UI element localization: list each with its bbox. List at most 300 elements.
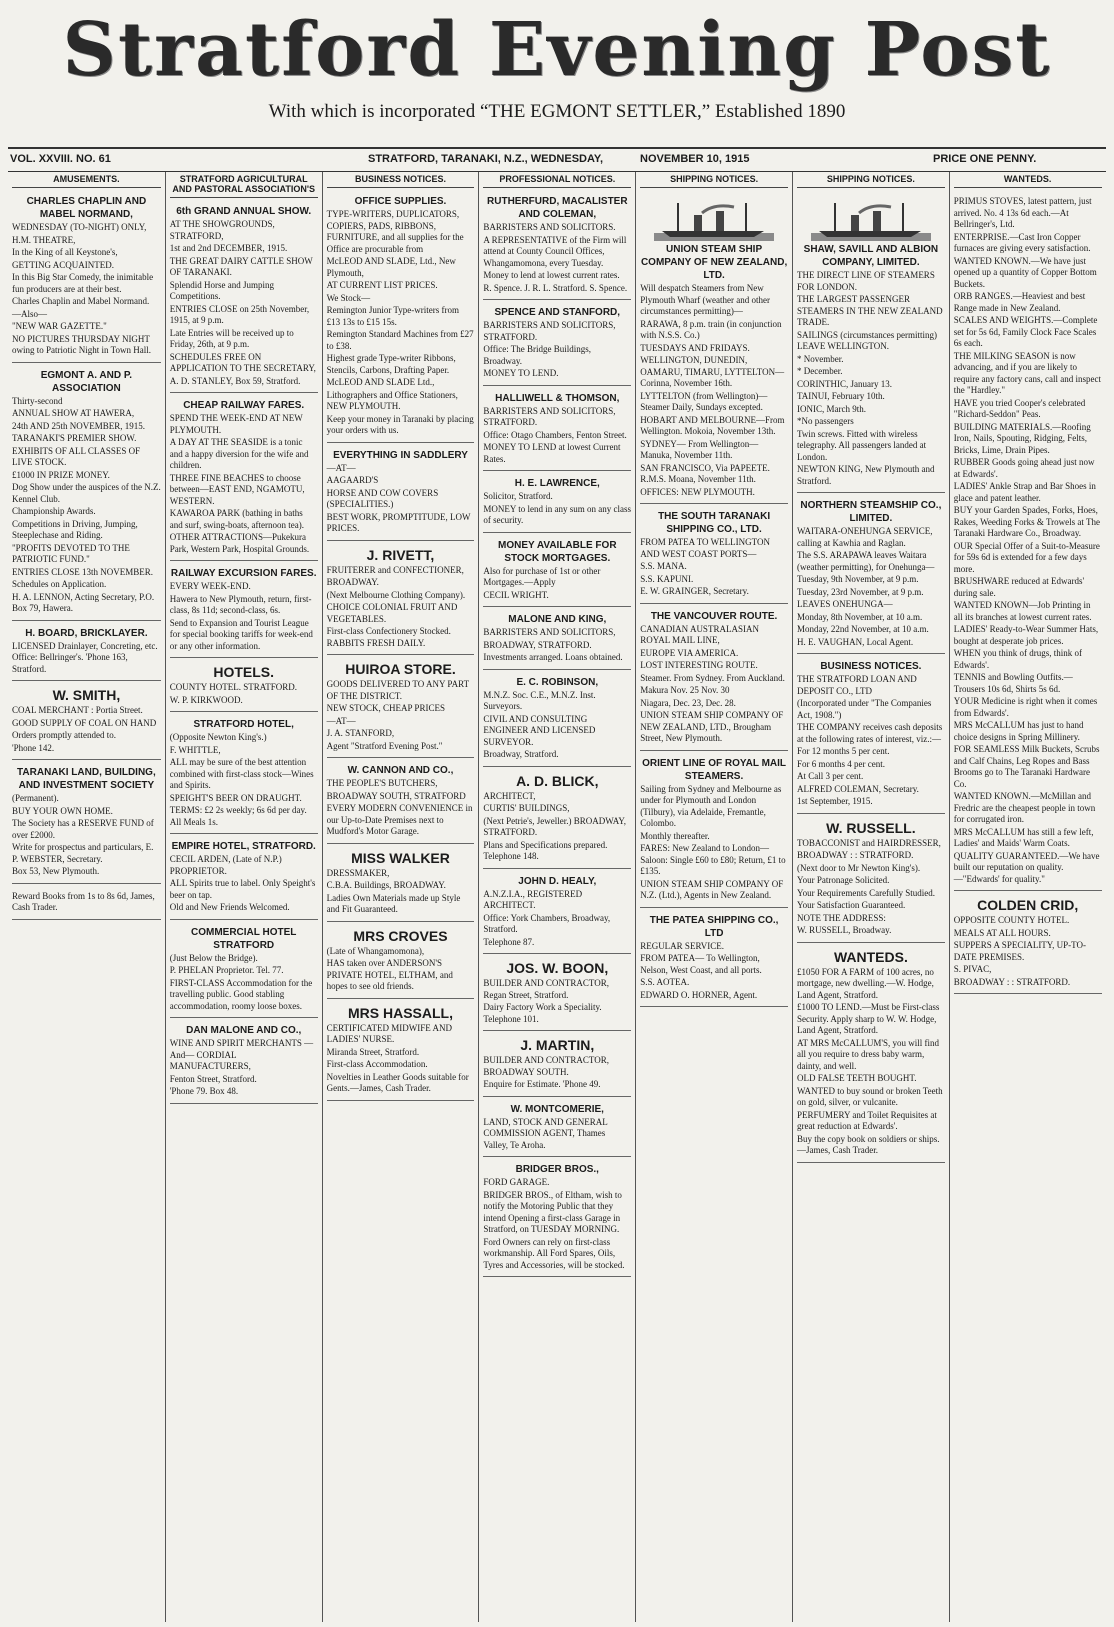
advertisement bbox=[170, 396, 318, 561]
ad-title: HUIROA STORE. bbox=[345, 661, 456, 677]
ad-text-line: BUILDER AND CONTRACTOR, Regan Street, Stratford. bbox=[483, 978, 609, 1000]
ad-title: J. MARTIN, bbox=[520, 1037, 595, 1053]
ad-text-line: NEWTON KING, New Plymouth and Stratford. bbox=[796, 464, 935, 486]
advertisement bbox=[12, 624, 161, 682]
ad-text-line: —AT— bbox=[326, 462, 356, 473]
ad-text-line: Will despatch Steamers from New Plymouth Wharf (weather and other circumstances permitting)— bbox=[640, 283, 770, 316]
ad-text-line: Ford Owners can rely on first-class workmanship. All Ford Spares, Oils, Tyres and Accessories, will be stocked. bbox=[483, 1236, 625, 1270]
ad-text-line: SCHEDULES FREE ON APPLICATION TO THE SECRETARY, bbox=[169, 351, 316, 373]
advertisement bbox=[12, 684, 161, 760]
ad-text-line: Office: Otago Chambers, Fenton Street. bbox=[483, 429, 627, 440]
advertisement bbox=[483, 389, 631, 472]
ad-title: SHAW, SAVILL AND ALBION COMPANY, LIMITED. bbox=[803, 244, 939, 268]
ad-text-line: In the King of all Keystone's, bbox=[12, 247, 118, 257]
advertisement bbox=[327, 446, 475, 541]
advertisement bbox=[483, 303, 631, 386]
advertisement bbox=[170, 564, 318, 658]
advertisement bbox=[483, 872, 631, 955]
ad-text-line: H. A. LENNON, Acting Secretary, P.O. Box 79, Hawera. bbox=[12, 591, 155, 613]
ad-title: EGMONT A. AND P. ASSOCIATION bbox=[40, 369, 133, 394]
advertisement bbox=[12, 887, 161, 920]
ad-text-line: Remington Standard Machines from £27 to £38. bbox=[326, 329, 474, 351]
ad-text-line: EXHIBITS OF ALL CLASSES OF LIVE STOCK. bbox=[12, 445, 141, 467]
ad-text-line: THE GREAT DAIRY CATTLE SHOW OF TARANAKI. bbox=[169, 255, 313, 277]
ad-text-line: MONEY TO LEND at lowest Current Rates. bbox=[483, 442, 621, 464]
ad-text-line: Charles Chaplin and Mabel Normand. bbox=[12, 296, 150, 306]
ad-text-line: FORD GARAGE. bbox=[483, 1177, 550, 1187]
ad-text-line: CIVIL AND CONSULTING ENGINEER AND LICENSED SURVEYOR. bbox=[483, 713, 596, 747]
advertisement bbox=[483, 610, 631, 670]
ad-text-line: Ladies Own Materials made up Style and Fit Guaranteed. bbox=[326, 892, 461, 914]
dateline bbox=[8, 147, 1106, 172]
column-4 bbox=[478, 172, 635, 1622]
ad-text-line: —AT— bbox=[326, 715, 356, 726]
advertisement bbox=[954, 192, 1102, 891]
advertisement bbox=[483, 536, 631, 608]
ad-text-line: THE DIRECT LINE OF STEAMERS FOR LONDON. bbox=[796, 270, 935, 292]
ad-title: MISS WALKER bbox=[351, 849, 450, 866]
advertisement bbox=[12, 192, 161, 363]
advertisement bbox=[483, 1160, 631, 1277]
ad-text-line: TENNIS and Bowling Outfits.— Trousers 10s 6d, Shirts 5s 6d. bbox=[953, 672, 1073, 694]
steamship-illustration bbox=[654, 197, 774, 241]
ad-text-line: ORB RANGES.—Heaviest and best Range made in New Zealand. bbox=[953, 291, 1086, 313]
ad-text-line: EDWARD O. HORNER, Agent. bbox=[640, 989, 758, 1000]
ad-text-line: LEAVES ONEHUNGA— bbox=[796, 599, 893, 609]
ad-text-line: S.S. AOTEA. bbox=[640, 977, 690, 987]
ad-text-line: A DAY AT THE SEASIDE is a tonic and a happy diversion for the wife and children. bbox=[169, 437, 309, 470]
ad-text-line: (Next Petrie's, Jeweller.) BROADWAY, STRATFORD. bbox=[483, 815, 626, 837]
ad-text-line: Telephone 87. bbox=[483, 936, 535, 947]
ad-text-line: SAILINGS (circumstances permitting) LEAVE WELLINGTON. bbox=[796, 329, 937, 351]
ad-text-line: THREE FINE BEACHES to choose between—EAST END, NGAMOTU, WESTERN. bbox=[169, 472, 305, 506]
ad-text-line: First-class Accommodation. bbox=[326, 1059, 428, 1069]
ad-text-line: Reward Books from 1s to 8s 6d, James, Cash Trader. bbox=[12, 890, 155, 912]
ad-text-line: The Society has a RESERVE FUND of over £2000. bbox=[12, 818, 154, 840]
ad-text-line: £1000 IN PRIZE MONEY. bbox=[12, 469, 110, 480]
column-heading: BUSINESS NOTICES. bbox=[327, 174, 475, 188]
ad-text-line: TARANAKI'S PREMIER SHOW. bbox=[12, 433, 137, 443]
ad-text-line: AAGAARD'S bbox=[326, 475, 379, 485]
ad-text-line: FARES: New Zealand to London— Saloon: Single £60 to £80; Return, £1 to £135. bbox=[640, 843, 786, 876]
advertisement bbox=[483, 1034, 631, 1097]
ad-text-line: A. D. STANLEY, Box 59, Stratford. bbox=[169, 375, 301, 386]
advertisement bbox=[483, 192, 631, 300]
ad-text-line: MONEY to lend in any sum on any class of security. bbox=[483, 503, 632, 525]
ad-text-line: CHOICE COLONIAL FRUIT AND VEGETABLES. bbox=[326, 602, 458, 624]
ad-title: 6th GRAND ANNUAL SHOW. bbox=[176, 206, 312, 217]
advertisement bbox=[170, 202, 318, 393]
ad-text-line: Tuesday, 23rd November, at 9 p.m. bbox=[796, 586, 924, 597]
ad-text-line: UNION STEAM SHIP COMPANY OF NEW ZEALAND, LTD., Brougham Street, New Plymouth. bbox=[640, 710, 784, 743]
ad-title: E. C. ROBINSON, bbox=[516, 676, 599, 688]
ad-text-line: Keep your money in Taranaki by placing your orders with us. bbox=[326, 413, 474, 435]
ad-text-line: BROADWAY : : STRATFORD. bbox=[953, 976, 1071, 987]
advertisement bbox=[640, 192, 788, 504]
ad-title: W. MONTCOMERIE, bbox=[510, 1103, 604, 1115]
ad-text-line: Monthly thereafter. bbox=[640, 830, 710, 841]
ad-text-line: TOBACCONIST and HAIRDRESSER, bbox=[796, 837, 941, 848]
ad-text-line: AT THE SHOWGROUNDS, STRATFORD, bbox=[169, 219, 275, 241]
ad-text-line: BARRISTERS AND SOLICITORS, bbox=[483, 627, 616, 637]
ad-text-line: (Next door to Mr Newton King's). bbox=[796, 862, 921, 873]
ad-text-line: OUR Special Offer of a Suit-to-Measure for 59s 6d is extended for a few days more. bbox=[953, 540, 1100, 574]
ad-text-line: BARRISTERS AND SOLICITORS. bbox=[483, 222, 616, 232]
ad-text-line: BROADWAY. bbox=[326, 577, 379, 587]
ad-title: MONEY AVAILABLE FOR STOCK MORTGAGES. bbox=[498, 539, 617, 564]
ad-text-line: ALL may be sure of the best attention combined with first-class stock—Wines and Spirits. bbox=[169, 757, 314, 790]
ad-text-line: HORSE AND COW COVERS (SPECIALITIES.) bbox=[326, 487, 439, 509]
ad-text-line: COUNTY HOTEL. STRATFORD. bbox=[169, 682, 297, 692]
ad-text-line: ENTERPRISE.—Cast Iron Copper furnaces are giving every satisfaction. bbox=[953, 231, 1091, 253]
ad-text-line: TYPE-WRITERS, DUPLICATORS, COPIERS, PADS, RIBBONS, FURNITURE, and all supplies for the Office are procurable from bbox=[326, 209, 464, 254]
advertisement bbox=[954, 894, 1102, 994]
ad-text-line: UNION STEAM SHIP COMPANY OF N.Z. (Ltd.), Agents in New Zealand. bbox=[640, 878, 784, 900]
ad-text-line: CANADIAN AUSTRALASIAN ROYAL MAIL LINE, bbox=[640, 623, 759, 645]
ad-title: CHARLES CHAPLIN AND MABEL NORMAND, bbox=[26, 196, 147, 220]
ad-text-line: (Next Melbourne Clothing Company). bbox=[326, 589, 466, 600]
ad-text-line: Box 53, New Plymouth. bbox=[12, 866, 100, 876]
ad-text-line: Agent "Stratford Evening Post." bbox=[326, 740, 443, 751]
ad-title: COMMERCIAL HOTEL STRATFORD bbox=[191, 926, 297, 951]
ad-text-line: EUROPE VIA AMERICA. bbox=[640, 647, 739, 658]
advertisement bbox=[170, 1021, 318, 1104]
column-5 bbox=[635, 172, 792, 1622]
ad-text-line: For 6 months 4 per cent. bbox=[796, 758, 885, 769]
ad-text-line: AT MRS McCALLUM'S, you will find all you require to dress baby warm, dainty, and well. bbox=[796, 1037, 939, 1071]
advertisement bbox=[12, 763, 161, 884]
ad-title: STRATFORD HOTEL, bbox=[193, 719, 294, 730]
ad-text-line: Remington Junior Type-writers from £13 13s to £15 15s. bbox=[326, 305, 460, 327]
ad-text-line: W. P. KIRKWOOD. bbox=[169, 694, 243, 705]
ad-text-line: £1050 FOR A FARM of 100 acres, no mortgage, new dwelling.—W. Hodge, Land Agent, Stratford. bbox=[796, 966, 934, 1000]
ad-text-line: *No passengers bbox=[796, 416, 854, 426]
advertisement bbox=[640, 607, 788, 751]
ad-text-line: Solicitor, Stratford. bbox=[483, 491, 553, 501]
ad-text-line: 'Phone 79. Box 48. bbox=[169, 1086, 239, 1096]
ad-text-line: Money to lend at lowest current rates. bbox=[483, 270, 620, 280]
ad-text-line: FRUITERER and CONFECTIONER, bbox=[326, 564, 464, 575]
ad-title: H. BOARD, BRICKLAYER. bbox=[25, 627, 148, 639]
ad-title: SPENCE AND STANFORD, bbox=[494, 307, 621, 318]
ad-title: RUTHERFURD, MACALISTER AND COLEMAN, bbox=[487, 196, 628, 220]
ad-text-line: J. A. STANFORD, bbox=[326, 728, 395, 738]
column-heading: STRATFORD AGRICULTURAL AND PASTORAL ASSOCIATION'S bbox=[170, 174, 318, 198]
ad-title: MRS HASSALL, bbox=[347, 1004, 453, 1021]
advertisement bbox=[327, 1002, 475, 1101]
ad-title: THE VANCOUVER ROUTE. bbox=[650, 610, 778, 622]
ad-text-line: PERFUMERY and Toilet Requisites at great reduction at Edwards'. bbox=[796, 1109, 937, 1131]
ad-text-line: Championship Awards. bbox=[12, 506, 96, 516]
ad-text-line: LICENSED Drainlayer, Concreting, etc. Office: Bellringer's. 'Phone 163, Stratford. bbox=[12, 640, 158, 674]
ad-text-line: NO PICTURES THURSDAY NIGHT owing to Patriotic Night in Town Hall. bbox=[12, 333, 151, 355]
ad-text-line: THE STRATFORD LOAN AND DEPOSIT CO., LTD bbox=[796, 674, 917, 696]
ad-text-line: SAN FRANCISCO, Via PAPEETE. R.M.S. Moana, November 11th. bbox=[640, 462, 770, 484]
ad-text-line: CERTIFICATED MIDWIFE AND LADIES' NURSE. bbox=[326, 1022, 453, 1044]
ad-text-line: S. PIVAC, bbox=[953, 964, 992, 974]
ad-text-line: COAL MERCHANT : Portia Street. bbox=[12, 705, 143, 715]
ad-text-line: Miranda Street, Stratford. bbox=[326, 1046, 420, 1057]
ad-text-line: WANTED KNOWN—Job Printing in all its branches at lowest current rates. bbox=[953, 600, 1092, 622]
ad-title: W. CANNON AND CO., bbox=[347, 765, 454, 776]
newspaper-title: Stratford Evening Post bbox=[62, 7, 1052, 93]
ad-text-line: BROADWAY : : STRATFORD. bbox=[796, 850, 914, 860]
ad-title: EVERYTHING IN SADDLERY bbox=[333, 449, 468, 461]
ad-text-line: 24th AND 25th NOVEMBER, 1915. bbox=[12, 420, 146, 431]
ad-text-line: SCALES AND WEIGHTS.—Complete set for 5s 6d, Family Clock Face Scales 6s each. bbox=[953, 315, 1098, 348]
ad-text-line: GOOD SUPPLY OF COAL ON HAND bbox=[12, 717, 157, 728]
ad-text-line: Competitions in Driving, Jumping, Steeplechase and Riding. bbox=[12, 518, 138, 540]
ad-title: A. D. BLICK, bbox=[516, 772, 599, 789]
ad-text-line: FOR SEAMLESS Milk Buckets, Scrubs and Calf Chains, Leg Ropes and Bass Brooms go to The Taranaki Hardware Co. bbox=[953, 744, 1100, 789]
column-heading: SHIPPING NOTICES. bbox=[640, 174, 788, 188]
ad-text-line: WANTED KNOWN.—We have just opened up a quantity of Copper Bottom Buckets. bbox=[953, 255, 1097, 289]
advertisement bbox=[640, 507, 788, 604]
ad-text-line: H. E. VAUGHAN, Local Agent. bbox=[796, 636, 914, 647]
ad-text-line: OLD FALSE TEETH BOUGHT. bbox=[796, 1073, 917, 1083]
ad-title: JOS. W. BOON, bbox=[506, 960, 609, 976]
ad-text-line: YOUR Medicine is right when it comes from Edwards'. bbox=[953, 696, 1098, 718]
ad-text-line: REGULAR SERVICE. bbox=[640, 940, 724, 951]
ad-title: J. RIVETT, bbox=[366, 546, 435, 563]
ad-text-line: C.B.A. Buildings, BROADWAY. bbox=[326, 880, 446, 890]
ad-text-line: Send to Expansion and Tourist League for special booking tariffs for week-end or any other information. bbox=[169, 617, 313, 651]
ad-text-line: ENTRIES CLOSE 13th NOVEMBER. bbox=[12, 566, 154, 577]
ad-title: WANTEDS. bbox=[833, 948, 908, 965]
advertisement bbox=[483, 770, 631, 869]
ad-text-line: DRESSMAKER, bbox=[326, 867, 390, 878]
ad-text-line: FROM PATEA— To Wellington, Nelson, West Coast, and all ports. bbox=[640, 953, 762, 975]
advertisement bbox=[797, 496, 945, 654]
ad-text-line: S.S. KAPUNI. bbox=[640, 573, 694, 584]
ad-text-line: TUESDAYS AND FRIDAYS. bbox=[640, 342, 750, 353]
ad-text-line: CECIL WRIGHT. bbox=[483, 589, 549, 600]
advertisement bbox=[797, 657, 945, 814]
ad-text-line: ANNUAL SHOW AT HAWERA, bbox=[12, 408, 135, 418]
ad-text-line: Dog Show under the auspices of the N.Z. Kennel Club. bbox=[12, 482, 161, 504]
ad-text-line: BEST WORK, PROMPTITUDE, LOW PRICES. bbox=[326, 511, 471, 533]
ad-text-line: LOST INTERESTING ROUTE. bbox=[640, 660, 758, 670]
advertisement bbox=[483, 673, 631, 767]
advertisement bbox=[327, 925, 475, 999]
ad-text-line: ALL Spirits true to label. Only Speight's beer on tap. bbox=[169, 878, 316, 900]
advertisement bbox=[327, 192, 475, 443]
ad-text-line: THE LARGEST PASSENGER STEAMERS IN THE NEW ZEALAND TRADE. bbox=[796, 294, 943, 327]
ad-text-line: THE PEOPLE'S BUTCHERS, bbox=[326, 778, 438, 788]
advertisement bbox=[797, 817, 945, 943]
ad-text-line: EVERY WEEK-END. bbox=[169, 581, 251, 591]
ad-text-line: NEW STOCK, CHEAP PRICES bbox=[326, 703, 445, 713]
ad-text-line: CURTIS' BUILDINGS, bbox=[483, 803, 570, 813]
ad-text-line: Your Patronage Solicited. bbox=[796, 875, 890, 885]
advertisement bbox=[327, 658, 475, 758]
advertisement bbox=[327, 847, 475, 922]
ad-text-line: HAS taken over ANDERSON'S PRIVATE HOTEL, ELTHAM, and hopes to see old friends. bbox=[326, 958, 453, 991]
masthead bbox=[8, 0, 1106, 145]
ad-text-line: Hawera to New Plymouth, return, first-class, 8s 11d; second-class, 6s. bbox=[169, 593, 312, 615]
ad-text-line: Plans and Specifications prepared. Telephone 148. bbox=[483, 839, 608, 861]
ad-text-line: Orders promptly attended to. bbox=[12, 730, 116, 740]
ad-text-line: HOBART AND MELBOURNE—From Wellington. Mokoia, November 13th. bbox=[640, 414, 785, 436]
ad-text-line: S.S. MANA. bbox=[640, 561, 687, 571]
ad-text-line: THE MILKING SEASON is now advancing, and if you are likely to require any factory cans, call and inspect the "Hardley." bbox=[953, 350, 1101, 395]
ad-title: TARANAKI LAND, BUILDING, AND INVESTMENT SOCIETY bbox=[17, 767, 156, 791]
ad-text-line: EVERY MODERN CONVENIENCE in our Up-to-Date Premises next to Mudford's Motor Garage. bbox=[326, 803, 473, 836]
ad-text-line: 1st and 2nd DECEMBER, 1915. bbox=[169, 243, 288, 253]
advertisement bbox=[640, 754, 788, 908]
ad-text-line: P. PHELAN Proprietor. Tel. 77. bbox=[169, 965, 284, 975]
ad-text-line: Tuesday, 9th November, at 9 p.m. bbox=[796, 574, 919, 584]
ad-text-line: RUBBER Goods going ahead just now at Edwards'. bbox=[953, 457, 1095, 479]
ad-text-line: MRS McCALLUM has still a few left, Ladies' and Maids' Warm Coats. bbox=[953, 826, 1094, 848]
advertisement bbox=[12, 366, 161, 621]
ad-text-line: 1st September, 1915. bbox=[796, 796, 873, 806]
ad-text-line: WANTED to buy sound or broken Teeth on gold, silver, or vulcanite. bbox=[796, 1085, 943, 1107]
ad-text-line: In this Big Star Comedy, the inimitable fun producers are at their best. bbox=[12, 272, 154, 294]
ad-text-line: FIRST-CLASS Accommodation for the travelling public. Good stabling accommodation, roomy loose boxes. bbox=[169, 977, 313, 1011]
ad-text-line: (Late of Whangamomona), bbox=[326, 945, 425, 956]
ad-text-line: Makura Nov. 25 Nov. 30 bbox=[640, 685, 730, 695]
ad-text-line: Lithographers and Office Stationers, NEW PLYMOUTH. bbox=[326, 389, 458, 411]
ad-text-line: (Incorporated under "The Companies Act, 1908.") bbox=[796, 698, 932, 720]
ad-title: JOHN D. HEALY, bbox=[518, 875, 597, 887]
ad-text-line: First-class Confectionery Stocked. RABBITS FRESH DAILY. bbox=[326, 626, 451, 648]
ad-text-line: BROADWAY SOUTH, STRATFORD bbox=[326, 790, 466, 801]
publication-place: STRATFORD, TARANAKI, N.Z., WEDNESDAY, bbox=[368, 153, 604, 165]
advertisement bbox=[483, 1100, 631, 1158]
ad-title: CHEAP RAILWAY FARES. bbox=[183, 400, 305, 411]
column-heading: SHIPPING NOTICES. bbox=[797, 174, 945, 188]
ad-text-line: WINE AND SPIRIT MERCHANTS —And— CORDIAL MANUFACTURERS, bbox=[169, 1038, 314, 1071]
ad-text-line: GETTING ACQUAINTED. bbox=[12, 259, 114, 270]
ad-text-line: WELLINGTON, DUNEDIN, OAMARU, TIMARU, LYTTELTON— Corinna, November 16th. bbox=[640, 355, 785, 388]
ad-text-line: McLEOD AND SLADE Ltd., bbox=[326, 377, 435, 387]
ad-text-line: BRIDGER BROS., of Eltham, wish to notify the Motoring Public that they intend Opening a first-class Garage in Stratford, on TUESDAY MORNING. bbox=[483, 1189, 622, 1234]
ad-text-line: MEALS AT ALL HOURS. bbox=[953, 927, 1051, 938]
ad-title: DAN MALONE AND CO., bbox=[186, 1025, 302, 1036]
ad-text-line: Fenton Street, Stratford. bbox=[169, 1073, 257, 1084]
advertisement bbox=[797, 192, 945, 493]
ad-text-line: WAITARA-ONEHUNGA SERVICE, calling at Kawhia and Raglan. bbox=[796, 526, 933, 548]
ad-text-line: LADIES' Ready-to-Wear Summer Hats, bought at desperate job prices. bbox=[953, 624, 1099, 646]
ad-text-line: (Permanent). bbox=[12, 793, 59, 803]
ad-text-line: For 12 months 5 per cent. bbox=[796, 746, 890, 756]
ad-text-line: HAVE you tried Cooper's celebrated "Richard-Seddon" Peas. bbox=[953, 397, 1086, 419]
advertisement bbox=[483, 474, 631, 533]
ad-title: THE PATEA SHIPPING CO., LTD bbox=[649, 914, 779, 939]
price: PRICE ONE PENNY. bbox=[933, 153, 1037, 165]
ad-text-line: BARRISTERS AND SOLICITORS, STRATFORD. bbox=[483, 405, 616, 427]
ad-text-line: BUY your Garden Spades, Forks, Hoes, Rakes, Weeding Forks & Trowels at The Taranaki Hardware Co., Broadway. bbox=[953, 505, 1100, 538]
ad-text-line: ENTRIES CLOSE on 25th November, 1915, at 9 p.m. bbox=[169, 303, 310, 325]
ad-text-line: SPEIGHT'S BEER ON DRAUGHT. bbox=[169, 792, 302, 803]
column-heading: PROFESSIONAL NOTICES. bbox=[483, 174, 631, 188]
ad-text-line: Novelties in Leather Goods suitable for Gents.—James, Cash Trader. bbox=[326, 1071, 469, 1093]
ad-text-line: ARCHITECT, bbox=[483, 790, 536, 801]
ad-text-line: BUILDER AND CONTRACTOR, BROADWAY SOUTH. bbox=[483, 1055, 609, 1077]
ad-text-line: Old and New Friends Welcomed. bbox=[169, 902, 290, 912]
ad-text-line: A REPRESENTATIVE of the Firm will attend at County Council Offices, Whangamomona, every Tuesday. bbox=[483, 234, 627, 268]
ad-text-line: Investments arranged. Loans obtained. bbox=[483, 652, 623, 662]
advertisement bbox=[327, 761, 475, 844]
ad-text-line: Sailing from Sydney and Melbourne as under for Plymouth and London (Tilbury), via Adelaide, Fremantle, Colombo. bbox=[640, 783, 782, 828]
ad-text-line: McLEOD AND SLADE, Ltd., New Plymouth, bbox=[326, 256, 456, 278]
ad-text-line: CORINTHIC, January 13. bbox=[796, 378, 892, 389]
ad-text-line: Highest grade Type-writer Ribbons, Stencils, Carbons, Drafting Paper. bbox=[326, 353, 456, 375]
ad-text-line: TERMS: £2 2s weekly; 6s 6d per day. All Meals 1s. bbox=[169, 805, 307, 827]
ad-text-line: Your Requirements Carefully Studied. bbox=[796, 887, 936, 898]
ad-text-line: (Just Below the Bridge). bbox=[169, 952, 258, 963]
ad-text-line: NOTE THE ADDRESS: bbox=[796, 912, 886, 923]
ad-text-line: At Call 3 per cent. bbox=[796, 771, 864, 781]
ad-text-line: Buy the copy book on soldiers or ships.—James, Cash Trader. bbox=[796, 1133, 940, 1155]
ad-text-line: WHEN you think of drugs, think of Edwards'. bbox=[953, 648, 1083, 670]
publication-date: NOVEMBER 10, 1915 bbox=[640, 153, 750, 165]
ad-text-line: ALFRED COLEMAN, Secretary. bbox=[796, 783, 919, 794]
ad-text-line: The S.S. ARAPAWA leaves Waitara (weather permitting), for Onehunga— bbox=[796, 550, 935, 572]
ad-title: OFFICE SUPPLIES. bbox=[354, 196, 447, 207]
ad-text-line: Monday, 8th November, at 10 a.m. bbox=[796, 611, 923, 622]
ad-text-line: OFFICES: NEW PLYMOUTH. bbox=[640, 486, 755, 497]
ad-text-line: OTHER ATTRACTIONS—Pukekura Park, Western Park, Hospital Grounds. bbox=[169, 532, 310, 554]
ad-text-line: WEDNESDAY (TO-NIGHT) ONLY, bbox=[12, 222, 147, 232]
ad-text-line: Broadway, Stratford. bbox=[483, 749, 559, 759]
ad-text-line: BRUSHWARE reduced at Edwards' during sale. bbox=[953, 576, 1085, 598]
ad-title: ORIENT LINE OF ROYAL MAIL STEAMERS. bbox=[642, 757, 787, 782]
newspaper-subtitle: With which is incorporated “THE EGMONT SETTLER,” Established 1890 bbox=[268, 101, 846, 122]
ad-text-line: TAINUI, February 10th. bbox=[796, 391, 885, 401]
ad-text-line: —Also— bbox=[12, 308, 48, 319]
ad-title: BRIDGER BROS., bbox=[515, 1164, 599, 1175]
ad-title: HOTELS. bbox=[213, 664, 275, 680]
ad-text-line: MONEY TO LEND. bbox=[483, 368, 559, 378]
ad-text-line: BUILDING MATERIALS.—Roofing Iron, Nails, Spouting, Ridging, Felts, Bricks, Lime, Drain Pipes. bbox=[953, 421, 1091, 455]
column-2 bbox=[165, 172, 322, 1622]
ad-text-line: We Stock— bbox=[326, 292, 371, 303]
ad-text-line: KAWAROA PARK (bathing in baths and surf, swing-boats, afternoon tea). bbox=[169, 508, 305, 530]
ad-text-line: LYTTELTON (from Wellington)— Steamer Daily, Sundays excepted. bbox=[640, 390, 768, 412]
ad-text-line: THE COMPANY receives cash deposits at the following rates of interest, viz.:— bbox=[796, 722, 943, 744]
ad-title: COLDEN CRID, bbox=[977, 897, 1079, 913]
ad-text-line: (Opposite Newton King's.) bbox=[169, 732, 267, 742]
ad-text-line: H.M. THEATRE, bbox=[12, 234, 76, 245]
ad-text-line: BARRISTERS AND SOLICITORS, STRATFORD. bbox=[483, 320, 616, 342]
ad-text-line: Steamer. From Sydney. From Auckland. bbox=[640, 672, 785, 683]
column-heading: AMUSEMENTS. bbox=[12, 174, 161, 188]
ad-text-line: £1000 TO LEND.—Must be First-class Security. Apply sharp to W. W. Hodge, Land Agent, Stratford. bbox=[796, 1002, 940, 1035]
ad-text-line: WANTED KNOWN.—McMillan and Fredric are the cheapest people in town for corrugated iron. bbox=[953, 791, 1096, 824]
ad-text-line: FROM PATEA TO WELLINGTON AND WEST COAST PORTS— bbox=[640, 537, 770, 559]
ad-text-line: SYDNEY— From Wellington—Manuka, November 11th. bbox=[640, 438, 759, 460]
ad-text-line: BROADWAY, STRATFORD. bbox=[483, 639, 592, 650]
ad-text-line: GOODS DELIVERED TO ANY PART OF THE DISTRICT. bbox=[326, 679, 469, 701]
ad-text-line: A.N.Z.I.A., REGISTERED ARCHITECT. bbox=[483, 888, 583, 910]
ad-text-line: "NEW WAR GAZETTE." bbox=[12, 321, 107, 331]
ad-text-line: F. WHITTLE, bbox=[169, 744, 221, 755]
advertisement bbox=[170, 923, 318, 1019]
ad-title: NORTHERN STEAMSHIP CO., LIMITED. bbox=[800, 500, 942, 524]
ad-text-line: SPEND THE WEEK-END AT NEW PLYMOUTH. bbox=[169, 413, 303, 435]
ad-text-line: Also for purchase of 1st or other Mortgages.—Apply bbox=[483, 565, 601, 587]
ad-text-line: Thirty-second bbox=[12, 395, 63, 406]
ad-title: H. E. LAWRENCE, bbox=[514, 478, 600, 489]
ad-text-line: OPPOSITE COUNTY HOTEL. bbox=[953, 915, 1070, 925]
ad-text-line: Office: The Bridge Buildings, Broadway. bbox=[483, 344, 592, 366]
ad-text-line: Splendid Horse and Jumping Competitions. bbox=[169, 279, 275, 301]
ad-title: MRS CROVES bbox=[353, 927, 448, 944]
ad-text-line: Niagara, Dec. 23, Dec. 28. bbox=[640, 697, 736, 708]
ad-text-line: Schedules on Application. bbox=[12, 579, 107, 589]
